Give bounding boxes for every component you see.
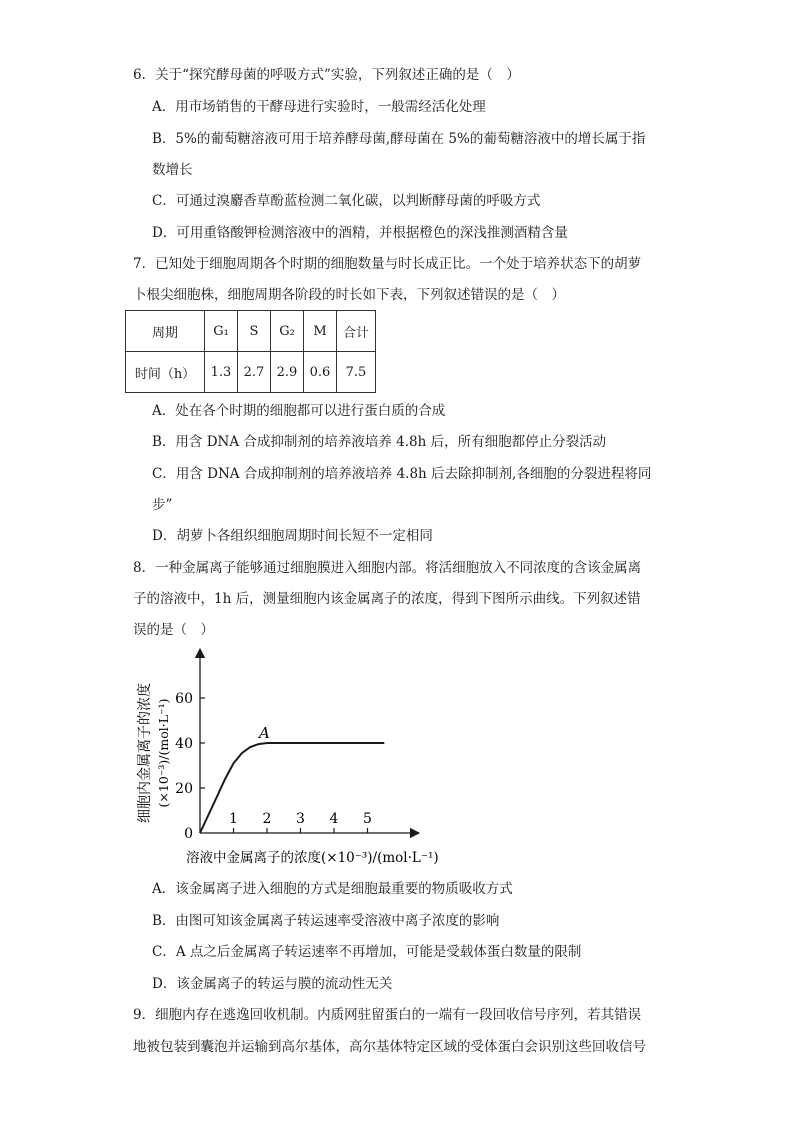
y-axis-unit: (×10⁻³)/(mol·L⁻¹) bbox=[156, 698, 171, 808]
table-cell: 0.6 bbox=[304, 352, 337, 393]
table-row bbox=[126, 352, 376, 393]
q7-stem-line1: 7．已知处于细胞周期各个时期的细胞数量与时长成正比。一个处于培养状态下的胡萝 bbox=[133, 256, 642, 272]
q6-option-a: A．用市场销售的干酵母进行实验时，一般需经活化处理 bbox=[152, 99, 486, 115]
q9-stem-line2: 地被包装到囊泡并运输到高尔基体，高尔基体特定区域的受体蛋白会识别这些回收信号 bbox=[133, 1039, 646, 1055]
q7-option-a: A．处在各个时期的细胞都可以进行蛋白质的合成 bbox=[152, 403, 446, 419]
x-tick-label: 1 bbox=[229, 811, 238, 827]
x-tick-label: 3 bbox=[296, 811, 305, 827]
table-row-label: 时间（h） bbox=[126, 352, 205, 393]
q9-stem-line1: 9．细胞内存在逃逸回收机制。内质网驻留蛋白的一端有一段回收信号序列，若其错误 bbox=[133, 1007, 642, 1023]
q6-option-c: C．可通过溴麝香草酚蓝检测二氧化碳，以判断酵母菌的呼吸方式 bbox=[152, 193, 541, 209]
q8-stem-line2: 子的溶液中，1h 后，测量细胞内该金属离子的浓度，得到下图所示曲线。下列叙述错 bbox=[133, 591, 641, 607]
y-tick-label: 20 bbox=[175, 781, 193, 797]
table-cell: 7.5 bbox=[337, 352, 376, 393]
table-header-cell: S bbox=[238, 311, 271, 352]
x-axis-label: 溶液中金属离子的浓度(×10⁻³)/(mol·L⁻¹) bbox=[186, 850, 439, 866]
x-tick-label: 4 bbox=[329, 811, 339, 827]
q7-option-c-cont: 步” bbox=[152, 497, 173, 513]
table-header-cell: 合计 bbox=[337, 311, 376, 352]
q6-option-d: D．可用重铬酸钾检测溶液中的酒精，并根据橙色的深浅推测酒精含量 bbox=[152, 225, 568, 241]
series-line bbox=[200, 743, 384, 833]
x-tick-label: 5 bbox=[363, 811, 372, 827]
q8-option-a: A．该金属离子进入细胞的方式是细胞最重要的物质吸收方式 bbox=[152, 881, 513, 897]
y-tick-label: 60 bbox=[175, 691, 193, 707]
table-cell: 1.3 bbox=[205, 352, 238, 393]
y-tick-label: 40 bbox=[175, 736, 193, 752]
cell-cycle-table bbox=[125, 310, 376, 393]
table-header-cell: M bbox=[304, 311, 337, 352]
q8-option-b: B．由图可知该金属离子转运速率受溶液中离子浓度的影响 bbox=[152, 913, 500, 929]
q7-stem-line2: 卜根尖细胞株，细胞周期各阶段的时长如下表，下列叙述错误的是（ ） bbox=[133, 287, 565, 303]
table-row-label: 周期 bbox=[126, 311, 205, 352]
q8-option-c: C．A 点之后金属离子转运速率不再增加，可能是受载体蛋白数量的限制 bbox=[152, 944, 582, 960]
table-header-cell: G₁ bbox=[205, 311, 238, 352]
q6-option-b: B．5%的葡萄糖溶液可用于培养酵母菌,酵母菌在 5%的葡萄糖溶液中的增长属于指 bbox=[152, 131, 646, 147]
q6-stem: 6．关于“探究酵母菌的呼吸方式”实验，下列叙述正确的是（ ） bbox=[133, 67, 520, 83]
table-header-row bbox=[126, 311, 376, 352]
q8-stem-line1: 8．一种金属离子能够通过细胞膜进入细胞内部。将活细胞放入不同浓度的含该金属离 bbox=[133, 560, 642, 576]
q7-option-c: C．用含 DNA 合成抑制剂的培养液培养 4.8h 后去除抑制剂,各细胞的分裂进程将同 bbox=[152, 466, 652, 482]
y-axis-label: 细胞内金属离子的浓度 bbox=[137, 683, 153, 823]
x-tick-label: 2 bbox=[262, 811, 272, 827]
q8-option-d: D．该金属离子的转运与膜的流动性无关 bbox=[152, 976, 393, 992]
concentration-chart bbox=[125, 645, 455, 875]
q8-stem-line3: 误的是（ ） bbox=[133, 622, 214, 638]
point-a-label: A bbox=[259, 724, 270, 742]
y-tick-label: 0 bbox=[184, 826, 193, 842]
q7-option-b: B．用含 DNA 合成抑制剂的培养液培养 4.8h 后，所有细胞都停止分裂活动 bbox=[152, 434, 607, 450]
table-cell: 2.7 bbox=[238, 352, 271, 393]
q6-option-b-cont: 数增长 bbox=[152, 162, 193, 178]
table-header-cell: G₂ bbox=[271, 311, 304, 352]
q7-option-d: D．胡萝卜各组织细胞周期时间长短不一定相同 bbox=[152, 528, 433, 544]
table-cell: 2.9 bbox=[271, 352, 304, 393]
